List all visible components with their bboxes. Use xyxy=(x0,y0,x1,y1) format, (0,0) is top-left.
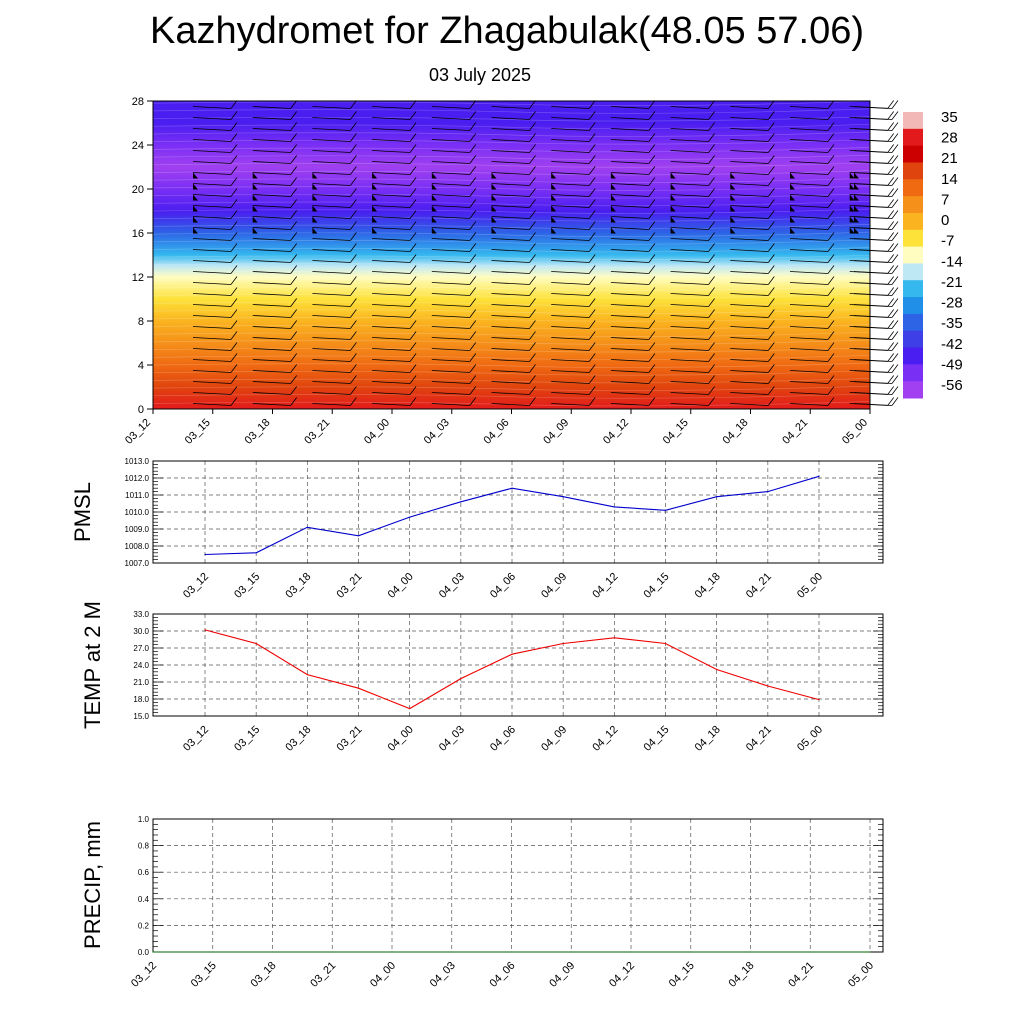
x-tick-label: 05_00 xyxy=(846,959,877,990)
data-point xyxy=(256,643,257,644)
x-tick-label: 03_12 xyxy=(181,570,212,601)
x-tick-label: 04_18 xyxy=(692,723,723,754)
x-tick-label: 04_21 xyxy=(780,416,811,447)
data-point xyxy=(451,951,452,952)
x-tick-label: 04_00 xyxy=(385,570,416,601)
data-point xyxy=(614,637,615,638)
x-tick-label: 04_06 xyxy=(488,570,519,601)
y-tick-label: 1009.0 xyxy=(124,525,149,534)
y-axis-label: PRECIP, mm xyxy=(80,821,105,949)
y-tick-label: 1013.0 xyxy=(124,457,149,466)
y-tick-label: 4 xyxy=(137,360,144,372)
colorbar-swatch xyxy=(903,129,923,146)
y-tick-label: 18.0 xyxy=(133,695,149,704)
y-tick-label: 24 xyxy=(131,140,144,152)
y-tick-label: 0.8 xyxy=(137,841,149,851)
x-tick-label: 03_18 xyxy=(283,570,314,601)
data-point xyxy=(716,496,717,497)
colorbar xyxy=(903,109,963,399)
data-point xyxy=(563,643,564,644)
plot-background xyxy=(153,819,883,952)
data-point xyxy=(204,554,205,555)
data-point xyxy=(571,951,572,952)
x-tick-label: 03_12 xyxy=(129,959,160,990)
y-tick-label: 0 xyxy=(137,404,144,416)
x-tick-label: 04_09 xyxy=(539,570,570,601)
temp-panel xyxy=(80,601,883,754)
x-tick-label: 04_09 xyxy=(541,416,572,447)
x-tick-label: 03_18 xyxy=(283,723,314,754)
y-tick-label: 20 xyxy=(131,184,144,196)
x-tick-label: 04_03 xyxy=(436,570,467,601)
x-tick-label: 03_12 xyxy=(181,723,212,754)
data-point xyxy=(750,951,751,952)
y-tick-label: 1011.0 xyxy=(125,491,149,500)
y-tick-label: 16 xyxy=(131,228,144,240)
y-tick-label: 21.0 xyxy=(133,678,149,687)
y-tick-label: 1007.0 xyxy=(124,559,149,568)
data-point xyxy=(511,951,512,952)
y-axis-label: TEMP at 2 M xyxy=(80,601,105,729)
data-point xyxy=(690,951,691,952)
x-tick-label: 03_15 xyxy=(182,416,213,447)
x-tick-label: 04_15 xyxy=(666,959,697,990)
x-tick-label: 04_06 xyxy=(488,723,519,754)
y-tick-label: 8 xyxy=(137,316,144,328)
y-tick-label: 0.4 xyxy=(137,894,149,904)
data-point xyxy=(665,510,666,511)
x-tick-label: 04_21 xyxy=(743,723,774,754)
pmsl-panel xyxy=(70,457,883,601)
data-point xyxy=(358,535,359,536)
x-tick-label: 03_18 xyxy=(248,959,279,990)
x-tick-label: 03_15 xyxy=(188,959,219,990)
colorbar-label: -56 xyxy=(941,377,963,394)
y-tick-label: 12 xyxy=(131,272,144,284)
y-tick-label: 24.0 xyxy=(133,661,149,670)
cross-section-panel xyxy=(123,96,898,447)
data-point xyxy=(391,951,392,952)
data-point xyxy=(511,488,512,489)
x-tick-label: 04_12 xyxy=(601,416,632,447)
colorbar-label: 35 xyxy=(941,109,958,126)
x-tick-label: 04_18 xyxy=(720,416,751,447)
colorbar-label: -42 xyxy=(941,335,963,353)
data-point xyxy=(869,951,870,952)
colorbar-swatch xyxy=(903,213,923,230)
x-tick-label: 03_21 xyxy=(334,723,365,754)
data-point xyxy=(810,951,811,952)
colorbar-label: 14 xyxy=(941,170,958,188)
colorbar-label: -21 xyxy=(941,273,963,291)
colorbar-label: -35 xyxy=(941,315,963,333)
colorbar-swatch xyxy=(903,179,923,196)
y-tick-label: 1012.0 xyxy=(124,474,149,483)
data-point xyxy=(152,951,153,952)
y-tick-label: 0.6 xyxy=(137,868,149,878)
x-tick-label: 04_18 xyxy=(726,959,757,990)
x-tick-label: 03_21 xyxy=(308,959,339,990)
y-tick-label: 0.2 xyxy=(137,921,149,931)
colorbar-swatch xyxy=(903,230,923,247)
colorbar-label: 7 xyxy=(941,191,950,209)
x-tick-label: 03_18 xyxy=(242,416,273,447)
y-tick-label: 1.0 xyxy=(137,815,149,824)
colorbar-swatch xyxy=(903,364,923,381)
y-tick-label: 33.0 xyxy=(133,610,149,619)
x-tick-label: 04_03 xyxy=(427,959,458,990)
colorbar-swatch xyxy=(903,162,923,179)
y-tick-label: 27.0 xyxy=(133,644,149,653)
x-tick-label: 05_00 xyxy=(840,416,871,447)
colorbar-swatch xyxy=(903,331,923,348)
data-point xyxy=(307,527,308,528)
data-point xyxy=(665,643,666,644)
data-point xyxy=(409,517,410,518)
data-point xyxy=(716,669,717,670)
x-tick-label: 03_21 xyxy=(302,416,333,447)
x-tick-label: 04_09 xyxy=(547,959,578,990)
colorbar-label: -14 xyxy=(941,253,963,271)
data-point xyxy=(272,951,273,952)
data-point xyxy=(818,699,819,700)
colorbar-swatch xyxy=(903,314,923,331)
temperature-field xyxy=(153,101,870,409)
x-tick-label: 04_03 xyxy=(421,416,452,447)
x-tick-label: 04_00 xyxy=(362,416,393,447)
data-point xyxy=(767,685,768,686)
colorbar-label: -28 xyxy=(941,294,963,312)
x-tick-label: 04_21 xyxy=(786,959,817,990)
x-tick-label: 04_15 xyxy=(641,723,672,754)
page-title: Kazhydromet for Zhagabulak(48.05 57.06) xyxy=(150,10,864,52)
x-tick-label: 04_06 xyxy=(487,959,518,990)
x-tick-label: 03_21 xyxy=(334,570,365,601)
y-tick-label: 1010.0 xyxy=(124,508,149,517)
x-tick-label: 04_18 xyxy=(692,570,723,601)
data-point xyxy=(630,951,631,952)
x-tick-label: 04_12 xyxy=(590,723,621,754)
data-point xyxy=(204,629,205,630)
x-tick-label: 04_12 xyxy=(607,959,638,990)
y-tick-label: 28 xyxy=(131,96,144,108)
y-tick-label: 15.0 xyxy=(133,712,149,721)
x-tick-label: 03_15 xyxy=(232,570,263,601)
colorbar-label: 0 xyxy=(941,212,950,230)
colorbar-swatch xyxy=(903,146,923,163)
x-tick-label: 04_00 xyxy=(385,723,416,754)
colorbar-swatch xyxy=(903,112,923,129)
data-point xyxy=(409,708,410,709)
data-point xyxy=(563,496,564,497)
data-point xyxy=(460,501,461,502)
colorbar-swatch xyxy=(903,196,923,213)
colorbar-label: -49 xyxy=(941,356,963,374)
x-tick-label: 04_15 xyxy=(641,570,672,601)
data-point xyxy=(358,688,359,689)
x-tick-label: 04_09 xyxy=(539,723,570,754)
x-tick-label: 04_12 xyxy=(590,570,621,601)
x-tick-label: 04_15 xyxy=(660,416,691,447)
precip-panel xyxy=(80,815,883,990)
colorbar-swatch xyxy=(903,348,923,365)
data-point xyxy=(332,951,333,952)
y-tick-label: 30.0 xyxy=(133,627,149,636)
colorbar-label: -7 xyxy=(941,232,955,250)
y-tick-label: 1008.0 xyxy=(124,542,149,551)
x-tick-label: 03_12 xyxy=(123,416,154,447)
colorbar-label: 21 xyxy=(941,150,958,168)
x-tick-label: 03_15 xyxy=(232,723,263,754)
page-subtitle: 03 July 2025 xyxy=(428,65,532,85)
x-tick-label: 04_00 xyxy=(368,959,399,990)
colorbar-swatch xyxy=(903,381,923,398)
x-tick-label: 04_21 xyxy=(743,570,774,601)
colorbar-swatch xyxy=(903,247,923,264)
colorbar-label: 28 xyxy=(941,129,958,147)
data-point xyxy=(256,552,257,553)
data-point xyxy=(460,678,461,679)
data-point xyxy=(767,491,768,492)
colorbar-swatch xyxy=(903,297,923,314)
x-tick-label: 04_03 xyxy=(436,723,467,754)
data-point xyxy=(307,674,308,675)
colorbar-swatch xyxy=(903,280,923,297)
x-tick-label: 05_00 xyxy=(795,570,826,601)
data-point xyxy=(818,476,819,477)
data-point xyxy=(212,951,213,952)
x-tick-label: 05_00 xyxy=(795,723,826,754)
x-tick-label: 04_06 xyxy=(481,416,512,447)
colorbar-swatch xyxy=(903,263,923,280)
data-point xyxy=(511,654,512,655)
y-tick-label: 0.0 xyxy=(137,948,149,957)
y-axis-label: PMSL xyxy=(70,482,95,542)
data-point xyxy=(614,506,615,507)
